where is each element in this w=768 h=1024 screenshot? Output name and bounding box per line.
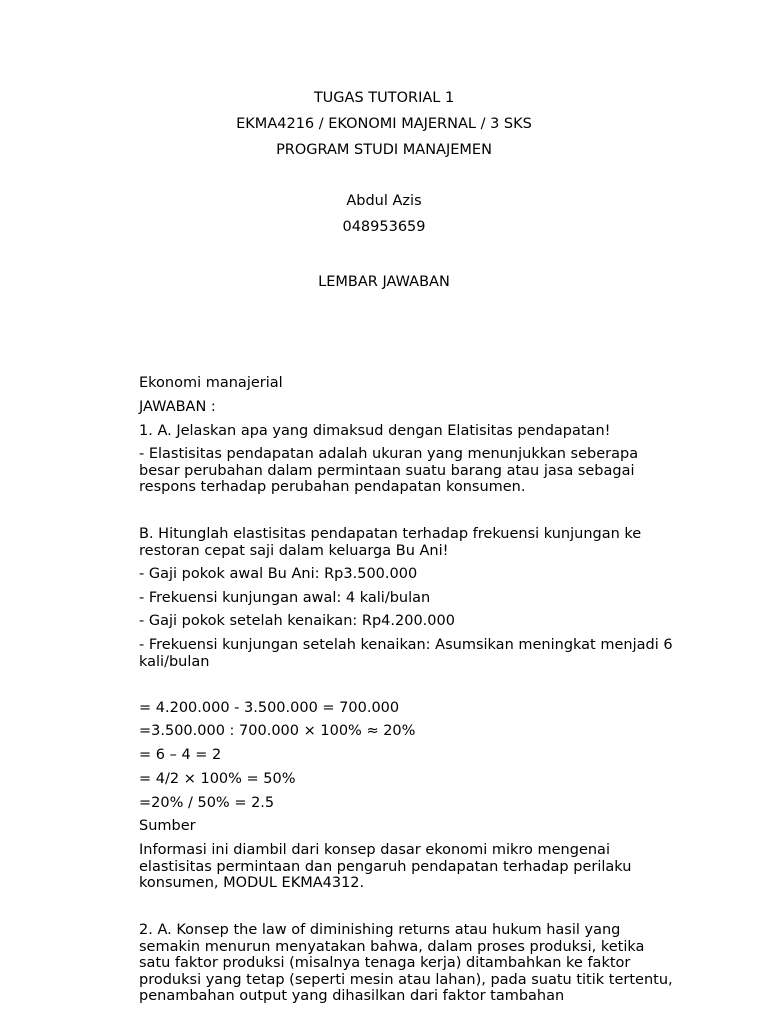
student-name: Abdul Azis <box>346 193 422 209</box>
answer-1a: - Elastisitas pendapatan adalah ukuran yang menunjukkan seberapa besar perubahan dalam permintaan suatu barang atau jasa sebagai respons terhadap perubahan pendapatan konsumen. <box>139 446 639 495</box>
question-1b: B. Hitunglah elastisitas pendapatan terhadap frekuensi kunjungan ke restoran cepat saji dalam keluarga Bu Ani! <box>139 526 642 559</box>
given-item: - Gaji pokok setelah kenaikan: Rp4.200.000 <box>139 613 455 629</box>
given-item: - Frekuensi kunjungan setelah kenaikan: Asumsikan meningkat menjadi 6 kali/bulan <box>139 637 673 670</box>
answer-label: JAWABAN : <box>139 399 216 415</box>
calculation-step: = 4.200.000 - 3.500.000 = 700.000 <box>139 700 400 716</box>
course-info: EKMA4216 / EKONOMI MAJERNAL / 3 SKS <box>236 116 532 132</box>
assignment-title: TUGAS TUTORIAL 1 <box>313 90 455 106</box>
source-label: Sumber <box>139 818 196 834</box>
calculation-step: = 4/2 × 100% = 50% <box>139 771 296 787</box>
calculation-step: =20% / 50% = 2.5 <box>139 795 275 811</box>
student-id: 048953659 <box>342 219 426 235</box>
answer-sheet-title: LEMBAR JAWABAN <box>318 274 450 290</box>
question-2a: 2. A. Konsep the law of diminishing returns atau hukum hasil yang semakin menurun menyatakan bahwa, dalam proses produksi, ketika satu faktor produksi (misalnya tenaga kerja) ditambahkan ke faktor produksi yang tetap (seperti mesin atau lahan), pada suatu titik tertentu, penambahan output yang dihasilkan dari faktor tambahan <box>139 922 673 1004</box>
calculation-step: = 6 – 4 = 2 <box>139 747 222 763</box>
given-item: - Gaji pokok awal Bu Ani: Rp3.500.000 <box>139 566 418 582</box>
calculation-step: =3.500.000 : 700.000 × 100% ≈ 20% <box>139 723 416 739</box>
source-text: Informasi ini diambil dari konsep dasar ekonomi mikro mengenai elastisitas permintaan dan pengaruh pendapatan terhadap perilaku konsumen, MODUL EKMA4312. <box>139 842 632 891</box>
study-program: PROGRAM STUDI MANAJEMEN <box>276 142 492 158</box>
given-item: - Frekuensi kunjungan awal: 4 kali/bulan <box>139 590 431 606</box>
question-1a: 1. A. Jelaskan apa yang dimaksud dengan Elatisitas pendapatan! <box>139 423 611 439</box>
subject-name: Ekonomi manajerial <box>139 375 283 391</box>
